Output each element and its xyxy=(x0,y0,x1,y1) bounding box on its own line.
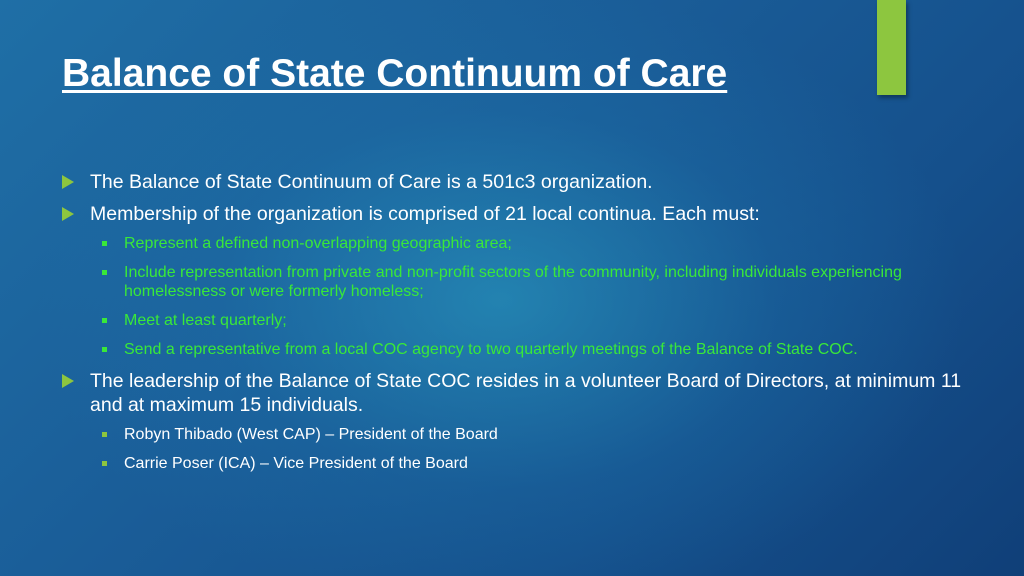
square-bullet-icon xyxy=(102,347,107,352)
sub-bullet-text: Carrie Poser (ICA) – Vice President of the Board xyxy=(124,455,468,472)
triangle-bullet-icon xyxy=(62,175,74,189)
sub-bullet-item xyxy=(62,425,962,444)
sub-bullet-text: Include representation from private and non-profit sectors of the community, including individuals experiencing homelessness or were formerly homeless; xyxy=(124,264,902,300)
bullet-item xyxy=(62,369,962,417)
square-bullet-icon xyxy=(102,270,107,275)
sub-bullet-text: Meet at least quarterly; xyxy=(124,312,287,329)
sub-bullet-item xyxy=(62,340,962,359)
sub-bullet-text: Send a representative from a local COC agency to two quarterly meetings of the Balance of State COC. xyxy=(124,341,858,358)
sub-bullet-item xyxy=(62,311,962,330)
accent-bar xyxy=(877,0,906,95)
square-bullet-icon xyxy=(102,461,107,466)
slide-content xyxy=(62,170,962,483)
sub-bullet-item xyxy=(62,454,962,473)
square-bullet-icon xyxy=(102,241,107,246)
bullet-text: The leadership of the Balance of State COC resides in a volunteer Board of Directors, at minimum 11 and at maximum 15 individuals. xyxy=(90,370,962,416)
sub-bullet-text: Represent a defined non-overlapping geographic area; xyxy=(124,235,512,252)
sub-bullet-item xyxy=(62,234,962,253)
square-bullet-icon xyxy=(102,432,107,437)
square-bullet-icon xyxy=(102,318,107,323)
sub-bullet-item xyxy=(62,263,962,301)
bullet-text: The Balance of State Continuum of Care is a 501c3 organization. xyxy=(90,171,653,193)
triangle-bullet-icon xyxy=(62,374,74,388)
bullet-item xyxy=(62,202,962,226)
sub-bullet-text: Robyn Thibado (West CAP) – President of the Board xyxy=(124,426,498,443)
triangle-bullet-icon xyxy=(62,207,74,221)
slide-title: Balance of State Continuum of Care xyxy=(62,52,728,95)
bullet-text: Membership of the organization is comprised of 21 local continua. Each must: xyxy=(90,203,760,225)
bullet-item xyxy=(62,170,962,194)
